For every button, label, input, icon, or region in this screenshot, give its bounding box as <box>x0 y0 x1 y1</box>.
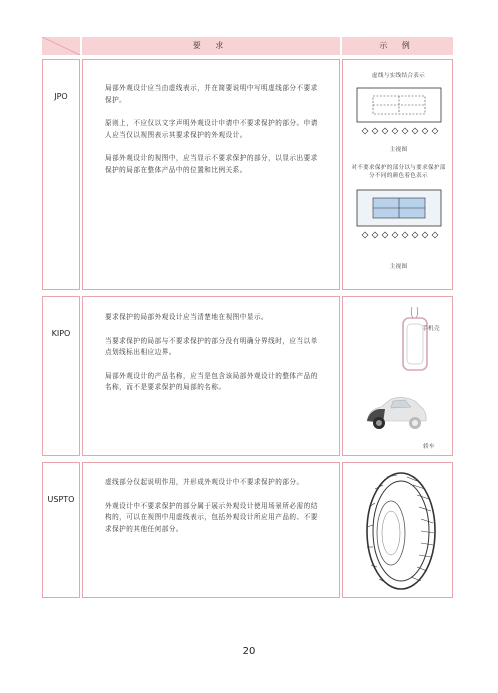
caption-dashed-solid: 虚线与实线结合表示 <box>371 73 426 79</box>
example-cell <box>342 59 453 290</box>
paragraph: 局部外观设计的产品名称，应当是包含该局部外观设计的整体产品的名称，而不是要求保护的局部的名称。 <box>105 371 318 392</box>
paragraph: 局部外观设计应当由虚线表示，并在简要说明中写明虚线部分不要求保护。 <box>105 84 318 104</box>
org-label: JPO <box>42 59 80 290</box>
org-label: USPTO <box>42 462 80 598</box>
caption-car: 轿车 <box>423 444 435 450</box>
paragraph: 要求保护的局部外观设计应当清楚地在视图中显示。 <box>105 313 269 321</box>
row-jpo <box>42 59 453 290</box>
caption-phone-case: 手机壳 <box>422 326 440 332</box>
row-kipo <box>42 296 453 456</box>
tire-drawing <box>357 467 441 595</box>
table-header <box>42 37 453 55</box>
header-corner <box>42 37 80 55</box>
caption-main-view-2: 主视图 <box>389 264 408 270</box>
requirements-text <box>82 296 340 456</box>
requirements-text <box>82 59 340 290</box>
colored-outline-drawing <box>343 186 454 248</box>
paragraph: 当要求保护的局部与不要求保护的部分没有明确分界线时，应当以单点划线标出相应边界。 <box>105 336 318 357</box>
diagonal-line <box>42 37 80 55</box>
paragraph: 虚线部分仅起说明作用，并形成外观设计中不要求保护的部分。 <box>105 478 304 486</box>
page-number: 20 <box>242 646 256 657</box>
phone-case-drawing <box>399 305 433 375</box>
header-examples: 示 例 <box>342 37 453 55</box>
header-requirements: 要 求 <box>82 37 340 55</box>
org-label: KIPO <box>42 296 80 456</box>
caption-colored: 对不要求保护的部分以与要求保护部分不同的颜色着色表示 <box>351 165 446 179</box>
dashed-outline-drawing <box>343 84 454 144</box>
example-cell <box>342 296 453 456</box>
paragraph: 外观设计中不要求保护的部分属于展示外观设计使用场景所必需的结构的，可以在视图中用虚线表示，包括外观设计所应用产品的、不要求保护的其他任何部分。 <box>105 501 318 533</box>
car-drawing <box>363 391 429 433</box>
caption-main-view: 主视图 <box>389 147 408 153</box>
example-cell <box>342 462 453 598</box>
row-uspto <box>42 462 453 598</box>
paragraph: 原则上，不应仅以文字声明外观设计申请中不要求保护的部分。申请人应当仅以视图表示其要求保护的外观设计。 <box>105 119 318 139</box>
requirements-text <box>82 462 340 598</box>
paragraph: 局部外观设计的视图中，应当显示不要求保护的部分，以显示出要求保护的局部在整体产品中的位置和比例关系。 <box>105 154 318 174</box>
